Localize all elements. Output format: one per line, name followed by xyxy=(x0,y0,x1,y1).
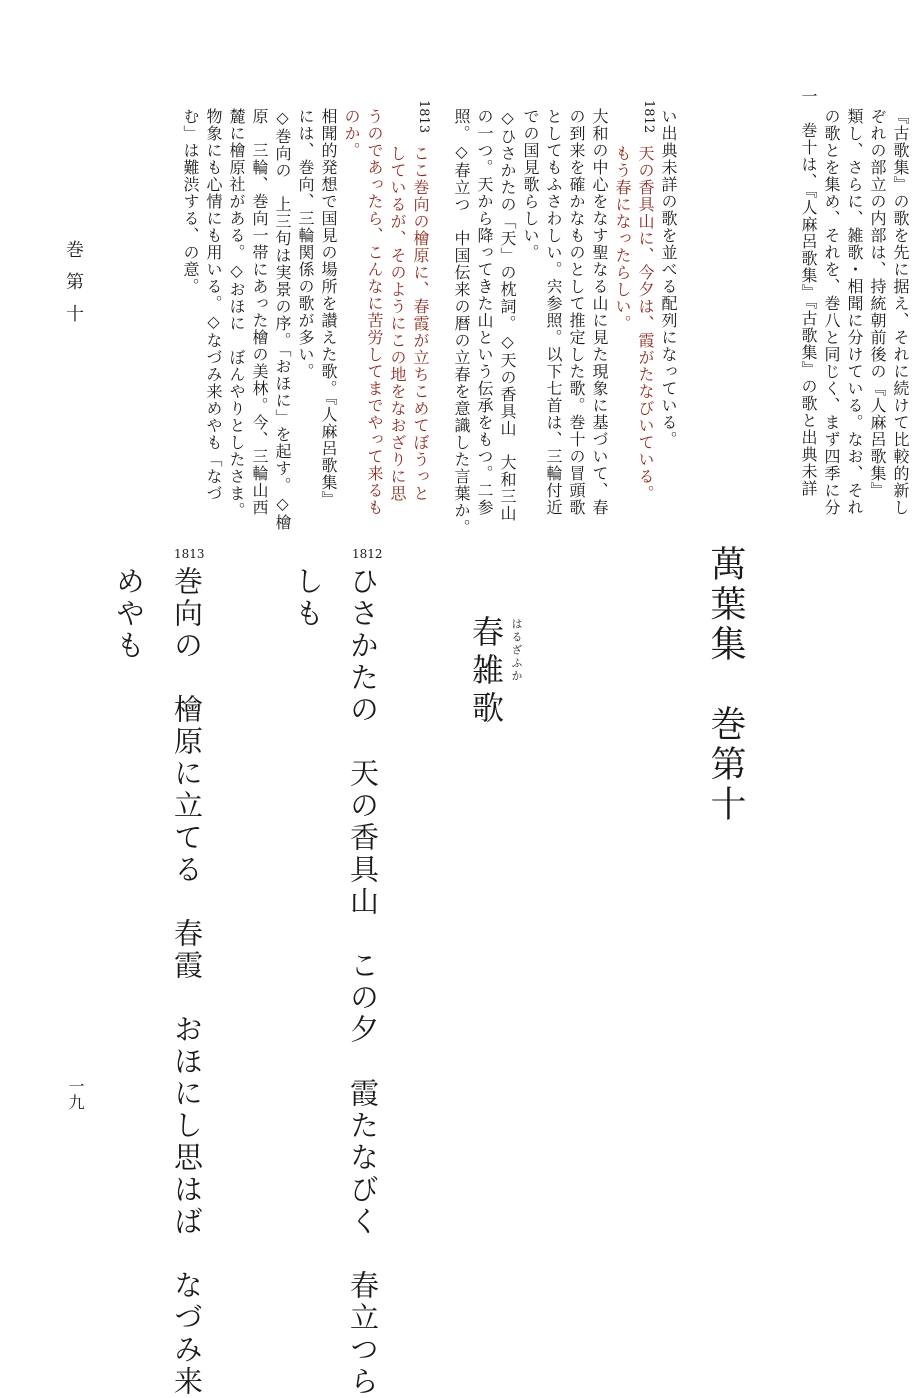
note-1812-translation: 天の香具山に、今夕は、霞がたなびいている。 xyxy=(636,145,655,502)
commentary-column: には、巻向、三輪関係の歌が多い。 xyxy=(296,108,315,380)
commentary-column: 類し、さらに、雑歌・相聞に分けている。なお、それ xyxy=(845,108,864,516)
commentary-column: 一 巻十は、『人麻呂歌集』『古歌集』の歌と出典未詳 xyxy=(799,88,818,497)
commentary-column: 照。◇春立つ 中国伝来の暦の立春を意識した言葉か。 xyxy=(452,108,471,536)
note-1813-translation: しているが、そのようにこの地をなおざりに思 xyxy=(388,145,407,502)
note-1813-translation: ここ巻向の檜原に、春霞が立ちこめてぼうっと xyxy=(411,145,430,502)
poem-text: 巻向の 檜原に立てる 春霞 おほにし思はば なづみ来 xyxy=(170,566,204,1398)
page-number: 一九 xyxy=(66,1078,85,1110)
poem-text: ひさかたの 天の香具山 この夕 霞たなびく 春立つら xyxy=(346,566,380,1398)
note-1812-number: 1812 xyxy=(641,100,656,134)
book-title: 萬葉集 巻第十 xyxy=(705,545,746,825)
poem-number: 1813 xyxy=(174,547,205,561)
commentary-column: い出典未詳の歌を並べる配列になっている。 xyxy=(659,108,678,448)
poem-text-continuation: めやも xyxy=(112,566,146,662)
poem-text-continuation: しも xyxy=(291,566,325,630)
commentary-column: の到来を確かなものとして推定した歌。巻十の冒頭歌 xyxy=(567,108,586,516)
commentary-column: む」は難渋する、の意。 xyxy=(181,108,200,295)
note-1813-translation: うのであったら、こんなに苦労してまでやって来るも xyxy=(365,108,384,516)
commentary-column: の一つ。天から降ってきた山という伝承をもつ。二参 xyxy=(475,108,494,516)
running-header: 巻第十 xyxy=(63,240,84,336)
commentary-column: 大和の中心をなす聖なる山に見た現象に基づいて、春 xyxy=(590,108,609,516)
note-1812-translation: もう春になったらしい。 xyxy=(613,145,632,332)
section-heading: 春雑歌 xyxy=(467,615,505,729)
note-1813-number: 1813 xyxy=(416,100,431,134)
commentary-column: 物象にも心情にも用いる。◇なづみ来めやも「なづ xyxy=(204,108,223,502)
commentary-column: ◇巻向の 上三句は実景の序。「おほに」を起す。◇檜 xyxy=(273,108,292,531)
commentary-column: 相聞的発想で国見の場所を讃えた歌。『人麻呂歌集』 xyxy=(319,108,338,508)
note-1813-translation: のか。 xyxy=(342,108,361,159)
poem-number: 1812 xyxy=(352,547,383,561)
section-ruby: はるざふか xyxy=(510,618,523,683)
commentary-column: 『古歌集』の歌を先に据え、それに続けて比較的新し xyxy=(891,108,910,516)
commentary-column: の歌とを集め、それを、巻八と同じく、まず四季に分 xyxy=(822,108,841,516)
commentary-column: 原 三輪、巻向一帯にあった檜の美林。今、三輪山西 xyxy=(250,108,269,516)
commentary-column: ◇ひさかたの「天」の枕詞。◇天の香具山 大和三山 xyxy=(498,108,517,522)
commentary-column: 麓に檜原社がある。◇おほに ぼんやりとしたさま。 xyxy=(227,108,246,519)
commentary-column: としてもふさわしい。宍参照。以下七首は、三輪付近 xyxy=(544,108,563,516)
commentary-column: での国見歌らしい。 xyxy=(521,108,540,261)
commentary-column: ぞれの部立の内部は、持統朝前後の『人麻呂歌集』 xyxy=(868,108,887,499)
